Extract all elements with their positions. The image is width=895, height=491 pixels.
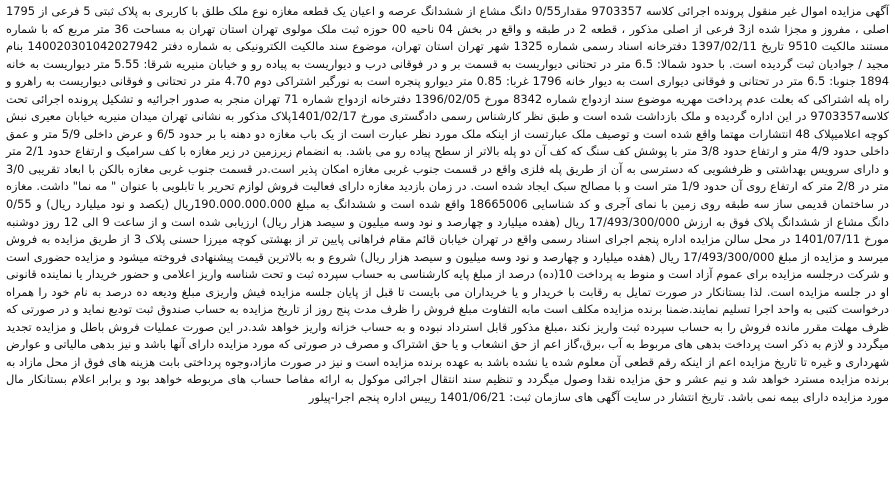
auction-notice-text: آگهی مزایده اموال غیر منقول پرونده اجرائی کلاسه 9703357 مقدار0/55 دانگ مشاع از ششدانگ عرصه و اعیان یک قطعه مغازه نوع ملک طلق با کاربری به پلاک ثبتی 5 فرعی از 1795 اصلی ، مفروز و مجزا شده از3 فرعی از اصلی مذکور ، قطعه 2 در طبقه و واقع در بخش 04 ناحیه 00 حوزه ثبت ملک مولوی تهران استان تهران به مساحت 36 متر مربع که با شماره مستند مالکیت 9510 تاریخ 1397/02/11 دفترخانه اسناد رسمی شماره 1325 شهر تهران استان تهران، موضوع سند مالکیت الکترونیکی به شماره دفتر 140020301042027942 بنام مجید / جوادیان ثبت گردیده است. با حدود شمالا: 6.5 متر در تحتانی دیواریست به قسمت بر و در فوقانی درب و دیواریست به پیاده رو و خیابان منیریه شرقا: 5.55 متر دیواریست به خانه 1894 جنوبا: 6.5 متر در تحتانی و فوقانی دیواری است به دیوار خانه 1796 غربا: 0.85 متر دیوارو پنجره است به نورگیر اشتراکی دوم 4.70 متر در تحتانی و فوقانی دیواریست به راهرو و راه پله اشتراکی که بعلت عدم پرداخت مهریه موضوع سند ازدواج شماره 8342 مورخ 1396/02/05 دفترخانه ازدواج شماره 71 تهران منجر به صدور اجرائیه و تشکیل پرونده اجرائی تحت کلاسه9703357 در این اداره گردیده و ملک بازداشت شده است و طبق نظر کارشناس رسمی دادگستری مورخ 1401/02/17پلاک مذکور به نشانی تهران میدان منیریه خیابان معیری نبش کوچه اعلامیپلاک 48 انتشارات مهتما واقع شده است و توصیف ملک عبارتست از اینکه ملک مورد نظر عبارت است از یک باب مغازه دو دهنه با بر حدود 6/5 و عرض داخلی 5/9 متر و عمق داخلی حدود 4/9 متر و ارتفاع حدود 3/8 متر با پوشش کف سنگ که کف آن دو پله بالاتر از سطح پیاده رو می باشد. به انضمام زیرزمین در زیر مغازه با کف سرامیک و ارتفاع حدود 2/1 متر و دارای سرویس بهداشتی و ظرفشویی که دسترسی به آن از طریق پله فلزی واقع در قسمت جنوب غربی مغازه امکان پذیر است.در قسمت جنوب غربی مغازه بالکن با ابعاد تقریبی 3/0 متر در 2/8 متر که ارتفاع روی آن حدود 1/9 متر است و با مصالح سبک ایجاد شده است. در زمان بازدید مغازه دارای فعالیت فروش لوازم تحریر با تابلویی با عنوان " مه نما" داشت. مغازه در ساختمان قدیمی ساز سه طبقه روی زمین با نمای آجری و کد شناسایی 18665006 واقع شده است و ششدانگ به مبلغ 190.000.000.000ریال (یکصد و نود میلیارد ریال) و 0/55 دانگ مشاع از ششدانگ پلاک فوق به ارزش 17/493/300/000 ریال (هفده میلیارد و چهارصد و نود وسه میلیون و سیصد هزار ریال) ارزیابی شده است و از ساعت 9 الی 12 روز دوشنبه مورخ 1401/07/11 در محل سالن مزایده اداره پنجم اجرای اسناد رسمی واقع در تهران خیابان قائم مقام فراهانی پایین تر از بهشتی کوچه میرزا حسنی پلاک 3 از طریق مزایده به فروش میرسد و مزایده از مبلغ 17/493/300/000 ریال (هفده میلیارد و چهارصد و نود وسه میلیون و سیصد هزار ریال) شروع و به بالاترین قیمت پیشنهادی فروخته میشود و مزایده حضوری است و شرکت درجلسه مزایده برای عموم آزاد است و منوط به پرداخت 10(ده) درصد از مبلغ پایه کارشناسی به حساب سپرده ثبت و تحت شناسه واریز اعلامی و حضور خریدار یا نماینده قانونی او در جلسه مزایده است. لذا بستانکار در صورت تمایل به رقابت با خریدار و یا خریداران می بایست تا قبل از پایان جلسه مزایده فیش واریزی مبلغ ودیعه ده درصد به نام خود را همراه درخواست کتبی به واحد اجرا تسلیم نمایند.ضمنا برنده مزایده مکلف است مابه التفاوت مبلغ فروش را ظرف مدت پنج روز از تاریخ مزایده به حساب صندوق ثبت تودیع نماید و در صورتی که ظرف مهلت مقرر مانده فروش را به حساب سپرده ثبت واریز نکند ،مبلغ مذکور قابل استرداد نبوده و به حساب خزانه واریز خواهد شد.در این صورت عملیات فروش باطل و مزایده تجدید میگردد و لازم به ذکر است پرداخت بدهی های مربوط به آب ،برق،گاز اعم از حق انشعاب و یا حق اشتراک و مصرف در صورتی که مورد مزایده دارای آنها باشد و نیز بدهی مالیاتی و عوارض شهرداری و غیره تا تاریخ مزایده اعم از اینکه رقم قطعی آن معلوم شده یا نشده باشد به عهده برنده مزایده است و نیز در صورت مازاد،وجوه پرداختی بابت هزینه های فوق از محل مازاد به برنده مزایده مسترد خواهد شد و نیم عشر و حق مزایده نقدا وصول میگردد و تنظیم سند انتقال اجرائی موکول به ارائه مفاصا حساب های مربوطه خواهد بود و برابر اعلام بستانکار مال مورد مزایده دارای بیمه نمی باشد. تاریخ انتشار در سایت آگهی های سازمان ثبت: 1401/06/21 رییس اداره پنجم اجرا-پیلور: [6, 4, 890, 405]
